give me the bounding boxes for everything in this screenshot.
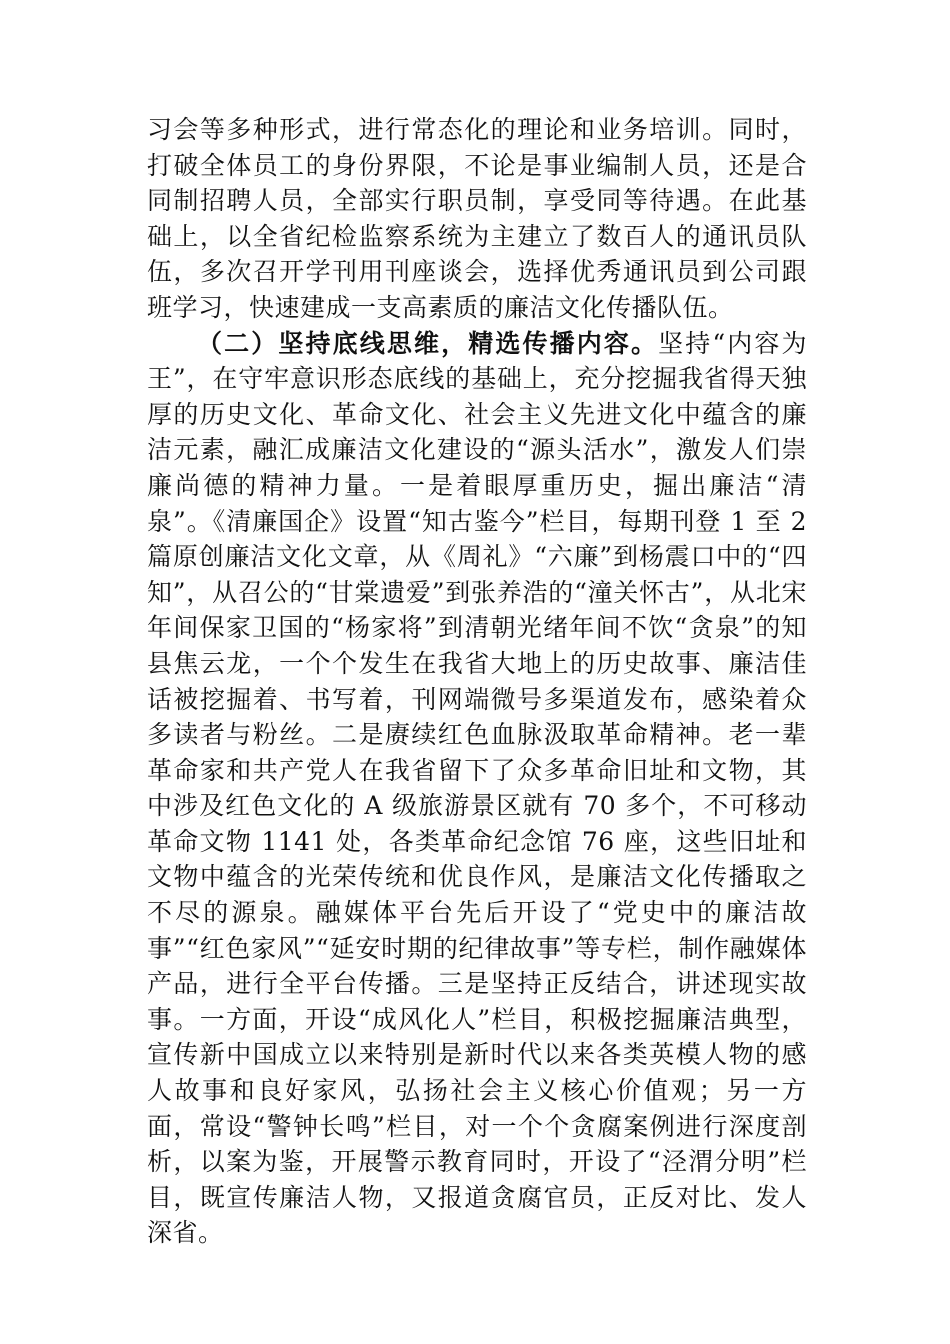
document-page xyxy=(147,112,807,1251)
section-heading: （二）坚持底线思维，精选传播内容。 xyxy=(197,328,659,358)
paragraph-continued: 习会等多种形式，进行常态化的理论和业务培训。同时，打破全体员工的身份界限，不论是事业编制人员，还是合同制招聘人员，全部实行职员制，享受同等待遇。在此基础上，以全省纪检监察系统为主建立了数百人的通讯员队伍，多次召开学刊用刊座谈会，选择优秀通讯员到公司跟班学习，快速建成一支高素质的廉洁文化传播队伍。 xyxy=(147,115,807,322)
section-body: 坚持“内容为王”，在守牢意识形态底线的基础上，充分挖掘我省得天独厚的历史文化、革命文化、社会主义先进文化中蕴含的廉洁元素，融汇成廉洁文化建设的“源头活水”，激发人们崇廉尚德的精神力量。一是着眼厚重历史，掘出廉洁“清泉”。《清廉国企》设置“知古鉴今”栏目，每期刊登 1 至 2 篇原创廉洁文化文章，从《周礼》“六廉”到杨震口中的“四知”，从召公的“甘棠遗爱”到张养浩的“潼关怀古”，从北宋年间保家卫国的“杨家将”到清朝光绪年间不饮“贪泉”的知县焦云龙，一个个发生在我省大地上的历史故事、廉洁佳话被挖掘着、书写着，刊网端微号多渠道发布，感染着众多读者与粉丝。二是赓续红色血脉汲取革命精神。老一辈革命家和共产党人在我省留下了众多革命旧址和文物，其中涉及红色文化的 A 级旅游景区就有 70 多个，不可移动革命文物 1141 处，各类革命纪念馆 76 座，这些旧址和文物中蕴含的光荣传统和优良作风，是廉洁文化传播取之不尽的源泉。融媒体平台先后开设了“党史中的廉洁故事”“红色家风”“延安时期的纪律故事”等专栏，制作融媒体产品，进行全平台传播。三是坚持正反结合，讲述现实故事。一方面，开设“成风化人”栏目，积极挖掘廉洁典型，宣传新中国成立以来特别是新时代以来各类英模人物的感人故事和良好家风，弘扬社会主义核心价值观；另一方面，常设“警钟长鸣”栏目，对一个个贪腐案例进行深度剖析，以案为鉴，开展警示教育同时，开设了“泾渭分明”栏目，既宣传廉洁人物，又报道贪腐官员，正反对比、发人深省。 xyxy=(147,328,807,1248)
paragraph-section-two xyxy=(147,326,807,1251)
